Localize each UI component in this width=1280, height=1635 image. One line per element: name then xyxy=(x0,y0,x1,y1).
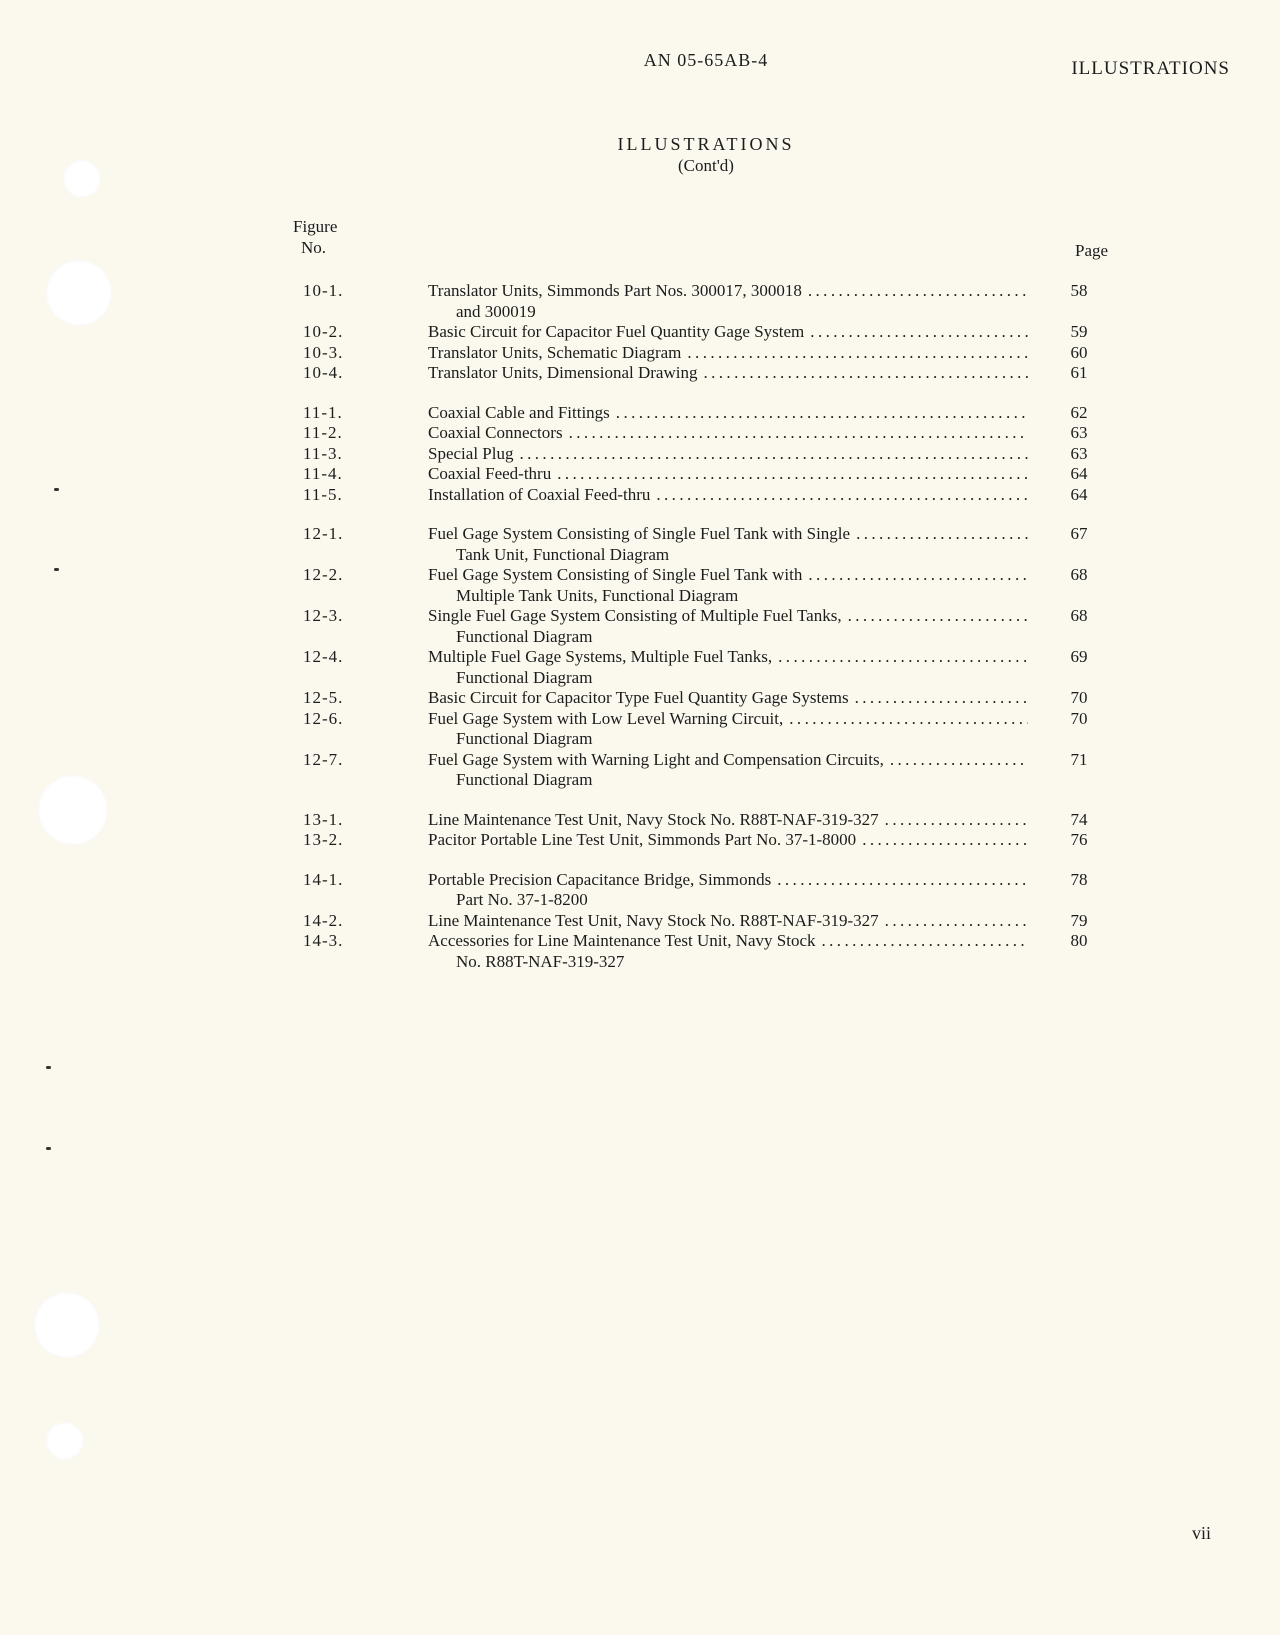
figure-title-line xyxy=(428,911,1028,932)
figure-title: Coaxial Feed-thru xyxy=(428,464,552,483)
speck xyxy=(46,1066,51,1069)
dot-leader xyxy=(610,403,1028,424)
figure-title-line xyxy=(428,281,1028,302)
page-reference: 69 xyxy=(1070,647,1088,666)
punch-hole xyxy=(46,1422,84,1460)
list-item xyxy=(0,485,1280,506)
list-item xyxy=(0,322,1280,343)
figure-title: Translator Units, Dimensional Drawing xyxy=(428,363,698,382)
figure-title: Single Fuel Gage System Consisting of Multiple Fuel Tanks, xyxy=(428,606,842,625)
document-number: AN 05-65AB-4 xyxy=(643,50,769,70)
figure-number: 11-5. xyxy=(303,484,343,504)
page-reference: 62 xyxy=(1070,402,1088,422)
dot-leader xyxy=(842,606,1028,627)
dot-leader xyxy=(563,423,1028,444)
list-item xyxy=(0,931,1280,972)
figure-title: Pacitor Portable Line Test Unit, Simmonds Part No. 37-1-8000 xyxy=(428,830,857,849)
figure-number: 11-4. xyxy=(303,464,343,483)
dot-leader xyxy=(802,565,1028,586)
page-reference: 78 xyxy=(1070,869,1088,889)
page-reference: 79 xyxy=(1070,910,1088,930)
figure-title-line xyxy=(428,870,1028,891)
list-item xyxy=(0,524,1280,565)
page-reference: 63 xyxy=(1070,443,1088,463)
figure-number: 10-2. xyxy=(303,322,344,341)
figure-group xyxy=(0,524,1280,791)
illustration-list xyxy=(0,281,1280,991)
figure-title: Special Plug xyxy=(428,443,514,463)
page-reference: 68 xyxy=(1070,606,1088,625)
list-item xyxy=(0,464,1280,485)
list-item xyxy=(0,810,1280,831)
dot-leader xyxy=(802,281,1028,302)
list-item xyxy=(0,647,1280,688)
page-reference: 59 xyxy=(1070,322,1088,341)
page-title: ILLUSTRATIONS xyxy=(617,134,795,154)
page-reference: 68 xyxy=(1070,565,1088,584)
list-item xyxy=(0,363,1280,384)
page-reference: 60 xyxy=(1070,342,1088,362)
figure-header-line1: Figure xyxy=(293,217,338,236)
dot-leader xyxy=(804,322,1028,343)
page-reference: 70 xyxy=(1070,708,1088,728)
figure-title: Accessories for Line Maintenance Test Unit, Navy Stock xyxy=(428,931,816,950)
figure-title-line xyxy=(428,750,1028,771)
figure-title: Fuel Gage System Consisting of Single Fuel Tank with Single xyxy=(428,524,851,543)
figure-title: Basic Circuit for Capacitor Type Fuel Quantity Gage Systems xyxy=(428,688,849,707)
figure-title-line xyxy=(428,810,1028,831)
page-reference: 64 xyxy=(1070,484,1088,504)
figure-group xyxy=(0,870,1280,973)
list-item xyxy=(0,403,1280,424)
figure-title-line xyxy=(428,403,1028,424)
page-reference: 58 xyxy=(1070,281,1088,300)
figure-title: Basic Circuit for Capacitor Fuel Quantity Gage System xyxy=(428,322,805,341)
speck xyxy=(46,1147,51,1150)
figure-title-line xyxy=(428,464,1028,485)
figure-title-line xyxy=(428,444,1028,465)
figure-group xyxy=(0,281,1280,384)
figure-title-line xyxy=(428,688,1028,709)
punch-hole xyxy=(34,1292,100,1358)
figure-title-line xyxy=(428,524,1028,545)
page-reference: 64 xyxy=(1070,464,1088,483)
figure-number: 12-3. xyxy=(303,606,344,625)
figure-title-line xyxy=(428,343,1028,364)
figure-title-line xyxy=(428,931,1028,952)
dot-leader xyxy=(650,485,1028,506)
list-item xyxy=(0,709,1280,750)
page-column-header: Page xyxy=(1075,241,1109,260)
dot-leader xyxy=(697,363,1028,384)
dot-leader xyxy=(879,911,1028,932)
list-item xyxy=(0,870,1280,911)
figure-title: Multiple Fuel Gage Systems, Multiple Fuel Tanks, xyxy=(428,647,773,666)
figure-title-line xyxy=(428,322,1028,343)
page-reference: 71 xyxy=(1070,749,1088,769)
figure-title-continuation: Tank Unit, Functional Diagram xyxy=(456,544,670,564)
dot-leader xyxy=(783,709,1028,730)
figure-number: 14-1. xyxy=(303,869,344,889)
list-item xyxy=(0,343,1280,364)
figure-number: 12-7. xyxy=(303,749,344,769)
figure-title: Coaxial Connectors xyxy=(428,423,563,442)
figure-number: 13-2. xyxy=(303,830,344,849)
figure-title-line xyxy=(428,423,1028,444)
list-item xyxy=(0,281,1280,322)
dot-leader xyxy=(879,810,1028,831)
figure-title: Fuel Gage System Consisting of Single Fuel Tank with xyxy=(428,565,803,584)
dot-leader xyxy=(884,750,1028,771)
figure-title-line xyxy=(428,606,1028,627)
figure-number: 11-2. xyxy=(303,423,343,442)
figure-title-continuation: No. R88T-NAF-319-327 xyxy=(456,951,625,971)
figure-title-line xyxy=(428,363,1028,384)
figure-title-line xyxy=(428,485,1028,506)
figure-header-line2: No. xyxy=(301,238,327,257)
figure-group xyxy=(0,810,1280,851)
figure-title-line xyxy=(428,709,1028,730)
figure-number: 12-6. xyxy=(303,708,344,728)
dot-leader xyxy=(771,870,1028,891)
list-item xyxy=(0,750,1280,791)
figure-title: Portable Precision Capacitance Bridge, Simmonds xyxy=(428,869,772,889)
dot-leader xyxy=(850,524,1028,545)
list-item xyxy=(0,606,1280,647)
page-reference: 70 xyxy=(1070,688,1088,707)
page-reference: 80 xyxy=(1070,931,1088,950)
figure-title-line xyxy=(428,830,1028,851)
figure-title-line xyxy=(428,647,1028,668)
figure-number: 12-1. xyxy=(303,524,344,543)
figure-title: Line Maintenance Test Unit, Navy Stock No. R88T-NAF-319-327 xyxy=(428,809,879,829)
figure-title-continuation: Functional Diagram xyxy=(456,770,593,789)
dot-leader xyxy=(816,931,1029,952)
figure-number: 13-1. xyxy=(303,809,344,829)
figure-title: Installation of Coaxial Feed-thru xyxy=(428,484,651,504)
dot-leader xyxy=(551,464,1028,485)
figure-title-continuation: Functional Diagram xyxy=(456,667,593,687)
figure-title-continuation: Multiple Tank Units, Functional Diagram xyxy=(456,585,739,605)
figure-number: 10-1. xyxy=(303,281,344,300)
page-number: vii xyxy=(1192,1523,1212,1543)
figure-number: 14-2. xyxy=(303,910,344,930)
page-reference: 63 xyxy=(1070,423,1088,442)
figure-title-continuation: Functional Diagram xyxy=(456,626,593,646)
section-label: ILLUSTRATIONS xyxy=(1071,58,1230,79)
list-item xyxy=(0,688,1280,709)
dot-leader xyxy=(772,647,1028,668)
figure-title: Translator Units, Schematic Diagram xyxy=(428,342,682,362)
figure-title-line xyxy=(428,565,1028,586)
figure-number: 12-5. xyxy=(303,688,344,707)
figure-title-continuation: Part No. 37-1-8200 xyxy=(456,890,588,909)
page-reference: 76 xyxy=(1070,830,1088,849)
page-reference: 67 xyxy=(1070,524,1088,543)
figure-title-continuation: Functional Diagram xyxy=(456,729,593,748)
dot-leader xyxy=(849,688,1028,709)
list-item xyxy=(0,565,1280,606)
page-reference: 74 xyxy=(1070,809,1088,829)
list-item xyxy=(0,423,1280,444)
figure-title: Fuel Gage System with Warning Light and Compensation Circuits, xyxy=(428,749,884,769)
figure-number: 14-3. xyxy=(303,931,344,950)
figure-title: Line Maintenance Test Unit, Navy Stock No. R88T-NAF-319-327 xyxy=(428,910,879,930)
list-item xyxy=(0,444,1280,465)
figure-title: Translator Units, Simmonds Part Nos. 300017, 300018 xyxy=(428,281,802,300)
figure-title-continuation: and 300019 xyxy=(456,301,536,321)
figure-title: Coaxial Cable and Fittings xyxy=(428,402,610,422)
dot-leader xyxy=(681,343,1028,364)
list-item xyxy=(0,911,1280,932)
page-subtitle: (Cont'd) xyxy=(678,156,734,175)
page-reference: 61 xyxy=(1070,363,1088,382)
figure-number: 11-1. xyxy=(303,402,343,422)
figure-number: 12-4. xyxy=(303,647,344,666)
figure-group xyxy=(0,403,1280,506)
dot-leader xyxy=(856,830,1028,851)
dot-leader xyxy=(513,444,1028,465)
figure-number: 10-3. xyxy=(303,342,344,362)
figure-number: 11-3. xyxy=(303,443,343,463)
figure-title: Fuel Gage System with Low Level Warning Circuit, xyxy=(428,708,784,728)
figure-column-header xyxy=(293,216,337,258)
figure-number: 10-4. xyxy=(303,363,344,382)
figure-number: 12-2. xyxy=(303,565,344,584)
list-item xyxy=(0,830,1280,851)
